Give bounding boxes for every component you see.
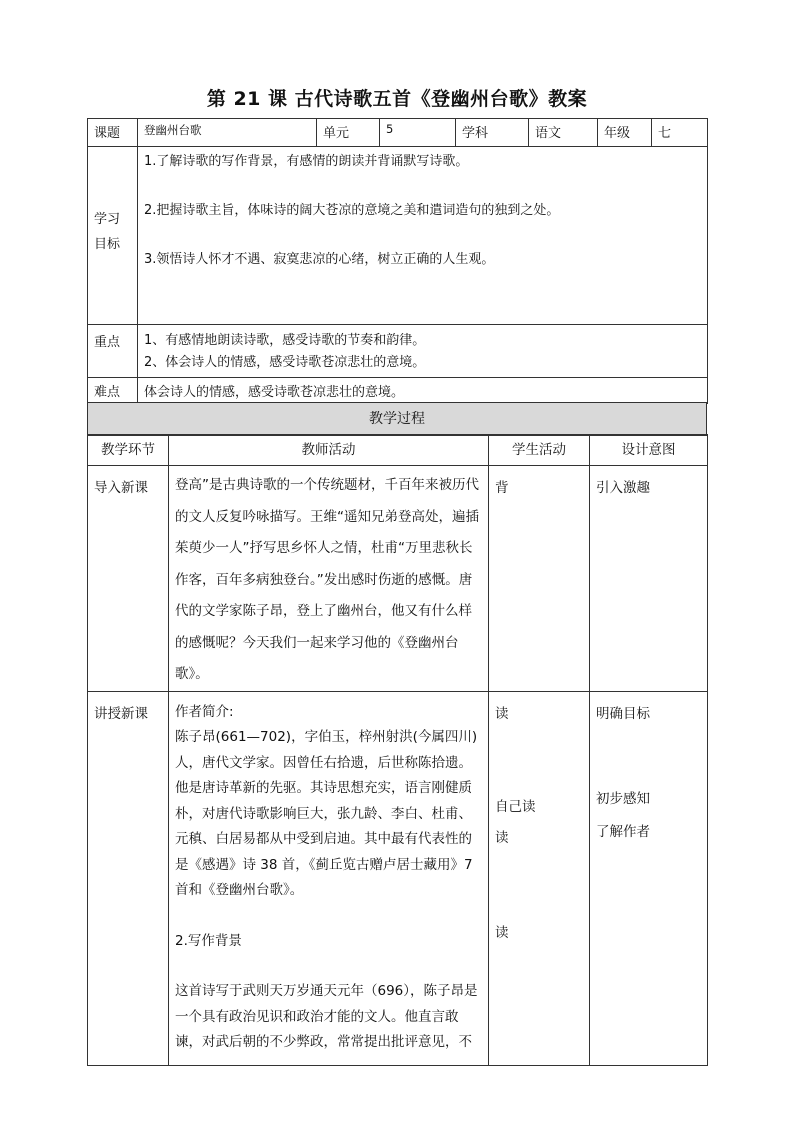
student-activity-cell xyxy=(489,691,590,1065)
goals-label-line2: 目标 xyxy=(94,237,121,252)
goal-item: 3.领悟诗人怀才不遇、寂寞悲凉的心绪，树立正确的人生观。 xyxy=(144,252,495,267)
column-header: 教师活动 xyxy=(169,435,489,466)
goal-item: 1.了解诗歌的写作背景，有感情的朗读并背诵默写诗歌。 xyxy=(144,154,469,169)
goal-item: 2.把握诗歌主旨，体味诗的阔大苍凉的意境之美和遣词造句的独到之处。 xyxy=(144,203,560,218)
nianji-label: 年级 xyxy=(598,119,652,147)
key-point-item: 2、体会诗人的情感，感受诗歌苍凉悲壮的意境。 xyxy=(144,355,426,370)
danyuan-label: 单元 xyxy=(317,119,380,147)
teacher-paragraph: 作者简介: xyxy=(175,703,234,720)
goals-label xyxy=(88,147,138,325)
phase-text: 导入新课 xyxy=(94,480,148,496)
column-header: 学生活动 xyxy=(489,435,590,466)
intent-text: 初步感知 xyxy=(596,790,650,807)
phase-cell xyxy=(88,691,169,1065)
xueke-label: 学科 xyxy=(456,119,529,147)
teacher-activity-cell: 登高”是古典诗歌的一个传统题材，千百年来被历代的文人反复吟咏描写。王维“遥知兄弟登高处，遍插茱萸少一人”抒写思乡怀人之情，杜甫“万里悲秋长作客，百年多病独登台。”发出感时伤逝的感慨。唐代的文学家陈子昂，登上了幽州台，他又有什么样的感慨呢？今天我们一起来学习他的《登幽州台歌》。 xyxy=(169,466,489,692)
goals-label-line1: 学习 xyxy=(94,212,121,227)
page-title: 第 21 课 古代诗歌五首《登幽州台歌》教案 xyxy=(206,88,588,110)
lesson-info-table xyxy=(87,118,708,404)
student-activity-text: 自己读 xyxy=(495,798,536,815)
nianji-value: 七 xyxy=(652,119,708,147)
student-activity-text: 读 xyxy=(495,705,509,722)
table-row xyxy=(88,691,708,1065)
intent-text: 明确目标 xyxy=(596,705,650,722)
key-points-content xyxy=(138,325,708,378)
student-activity-text: 读 xyxy=(495,924,509,941)
column-header: 教学环节 xyxy=(88,435,169,466)
teacher-paragraph: 2.写作背景 xyxy=(175,932,242,949)
intent-text: 引入激趣 xyxy=(596,480,650,496)
difficulty-label: 难点 xyxy=(88,378,138,404)
danyuan-value: 5 xyxy=(380,119,456,147)
phase-cell xyxy=(88,466,169,692)
intent-text: 了解作者 xyxy=(596,823,650,840)
xueke-value: 语文 xyxy=(529,119,598,147)
key-points-label: 重点 xyxy=(88,325,138,378)
student-activity-text: 读 xyxy=(495,829,509,846)
student-activity-cell xyxy=(489,466,590,692)
difficulty-text: 体会诗人的情感，感受诗歌苍凉悲壮的意境。 xyxy=(138,378,708,404)
phase-text: 讲授新课 xyxy=(94,705,148,722)
intent-cell xyxy=(590,466,708,692)
column-header: 设计意图 xyxy=(590,435,708,466)
student-activity-text: 背 xyxy=(495,480,509,496)
goals-content xyxy=(138,147,708,325)
intent-cell xyxy=(590,691,708,1065)
process-table xyxy=(87,434,708,1066)
teacher-activity-cell xyxy=(169,691,489,1065)
teacher-paragraph: 这首诗写于武则天万岁通天元年（696），陈子昂是一个具有政治见识和政治才能的文人。他直言敢谏，对武后朝的不少弊政，常常提出批评意见，不 xyxy=(175,983,478,1050)
process-header-table xyxy=(87,402,707,436)
process-header: 教学过程 xyxy=(88,403,707,436)
teacher-paragraph: 陈子昂(661—702)，字伯玉，梓州射洪(今属四川)人，唐代文学家。因曾任右拾遗，后世称陈拾遗。他是唐诗革新的先驱。其诗思想充实，语言刚健质朴，对唐代诗歌影响巨大，张九龄、李白、杜甫、元稹、白居易都从中受到启迪。其中最有代表性的是《感遇》诗 38 首，《蓟丘览古赠卢居士藏用》7首和《登幽州台歌》。 xyxy=(175,729,478,898)
keti-value: 登幽州台歌 xyxy=(138,119,317,147)
key-point-item: 1、有感情地朗读诗歌，感受诗歌的节奏和韵律。 xyxy=(144,333,426,348)
table-row xyxy=(88,466,708,692)
keti-label: 课题 xyxy=(88,119,138,147)
